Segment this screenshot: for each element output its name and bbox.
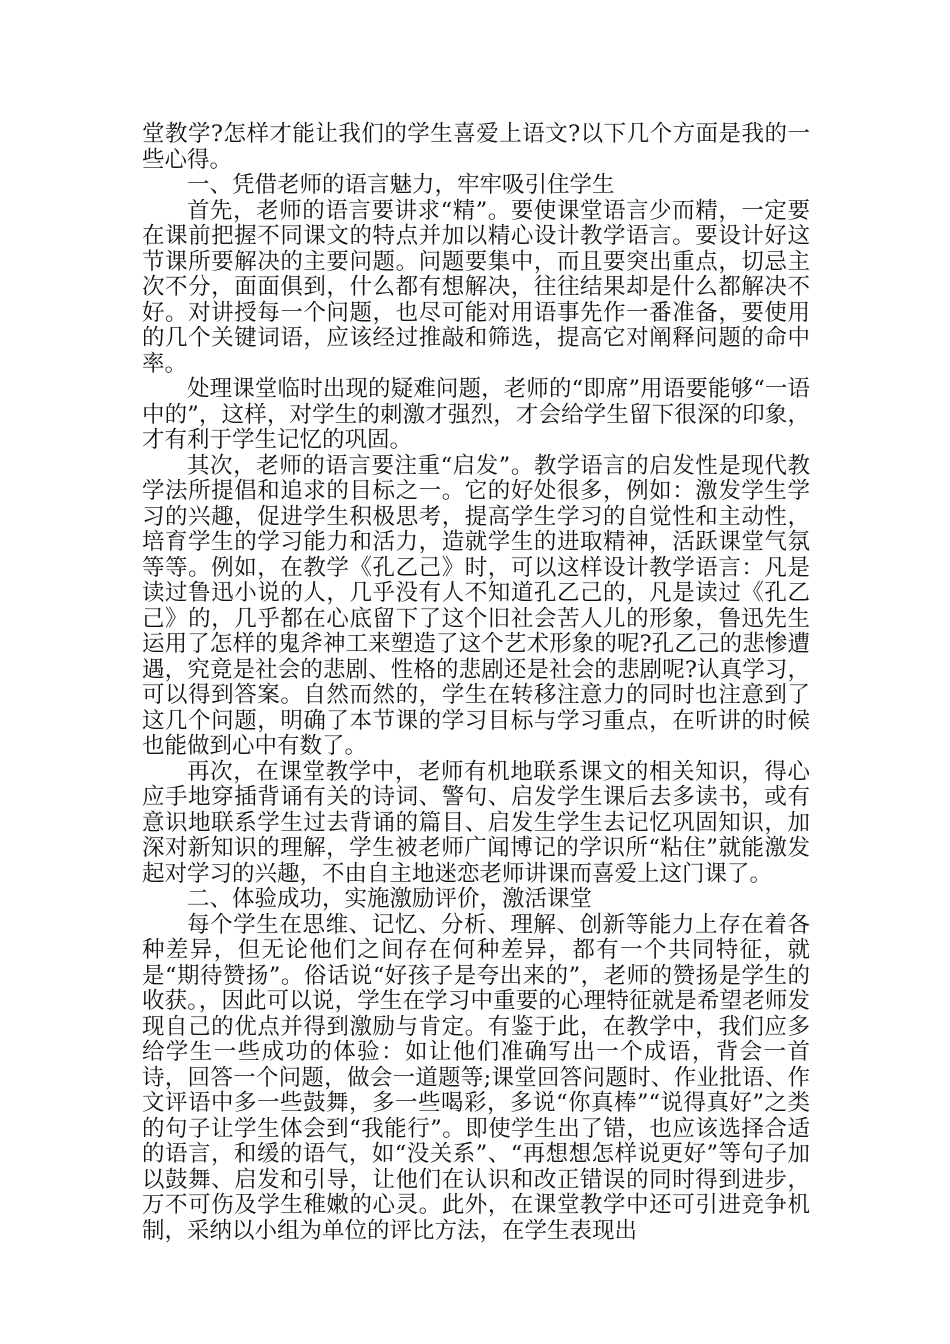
paragraph-intro-continuation: 堂教学?怎样才能让我们的学生喜爱上语文?以下几个方面是我的一些心得。 — [142, 121, 810, 173]
paragraph-impromptu-language: 处理课堂临时出现的疑难问题，老师的“即席”用语要能够“一语中的”，这样，对学生的刺激才强烈，才会给学生留下很深的印象，才有利于学生记忆的巩固。 — [142, 376, 810, 453]
document-page — [142, 122, 810, 1244]
paragraph-knowledge-links: 再次，在课堂教学中，老师有机地联系课文的相关知识，得心应手地穿插背诵有关的诗词、警句、启发学生课后去多读书，或有意识地联系学生过去背诵的篇目、启发生学生去记忆巩固知识，加深对新知识的理解，学生被老师广闻博记的学识所“粘住”就能激发起对学习的兴趣，不由自主地迷恋老师讲课而喜爱上这门课了。 — [142, 758, 810, 887]
section-heading-1: 一、凭借老师的语言魅力，牢牢吸引住学生 — [187, 172, 615, 198]
paragraph-inspiring-language: 其次，老师的语言要注重“启发”。教学语言的启发性是现代教学法所提倡和追求的目标之一。它的好处很多，例如：激发学生学习的兴趣，促进学生积极思考，提高学生学习的自觉性和主动性，培育学生的学习能力和活力，造就学生的进取精神，活跃课堂气氛等等。例如，在教学《孔乙己》时，可以这样设计教学语言：凡是读过鲁迅小说的人，几乎没有人不知道孔乙己的，凡是读过《孔乙己》的，几乎都在心底留下了这个旧社会苦人儿的形象，鲁迅先生运用了怎样的鬼斧神工来塑造了这个艺术形象的呢?孔乙己的悲惨遭遇，究竟是社会的悲剧、性格的悲剧还是社会的悲剧呢?认真学习，可以得到答案。自然而然的，学生在转移注意力的同时也注意到了这几个问题，明确了本节课的学习目标与学习重点，在听讲的时候也能做到心中有数了。 — [142, 452, 810, 759]
section-heading-2: 二、体验成功，实施激励评价，激活课堂 — [187, 886, 593, 912]
paragraph-precise-language: 首先，老师的语言要讲求“精”。要使课堂语言少而精，一定要在课前把握不同课文的特点并加以精心设计教学语言。要设计好这节课所要解决的主要问题。问题要集中，而且要突出重点，切忌主次不分，面面俱到，什么都有想解决，往往结果却是什么都解决不好。对讲授每一个问题，也尽可能对用语事先作一番准备，要使用的几个关键词语，应该经过推敲和筛选，提高它对阐释问题的命中率。 — [142, 197, 810, 377]
paragraph-praise-evaluation: 每个学生在思维、记忆、分析、理解、创新等能力上存在着各种差异，但无论他们之间存在何种差异，都有一个共同特征，就是“期待赞扬”。俗话说“好孩子是夸出来的”，老师的赞扬是学生的收获。，因此可以说，学生在学习中重要的心理特征就是希望老师发现自己的优点并得到激励与肯定。有鉴于此，在教学中，我们应多给学生一些成功的体验：如让他们准确写出一个成语，背会一首诗，回答一个问题，做会一道题等;课堂回答问题时、作业批语、作文评语中多一些鼓舞，多一些喝彩，多说“你真棒”“说得真好”之类的句子让学生体会到“我能行”。即使学生出了错，也应该选择合适的语言，和缓的语气，如“没关系”、“再想想怎样说更好”等句子加以鼓舞、启发和引导，让他们在认识和改正错误的同时得到进步，万不可伤及学生稚嫩的心灵。此外，在课堂教学中还可引进竞争机制，采纳以小组为单位的评比方法，在学生表现出 — [142, 911, 810, 1244]
